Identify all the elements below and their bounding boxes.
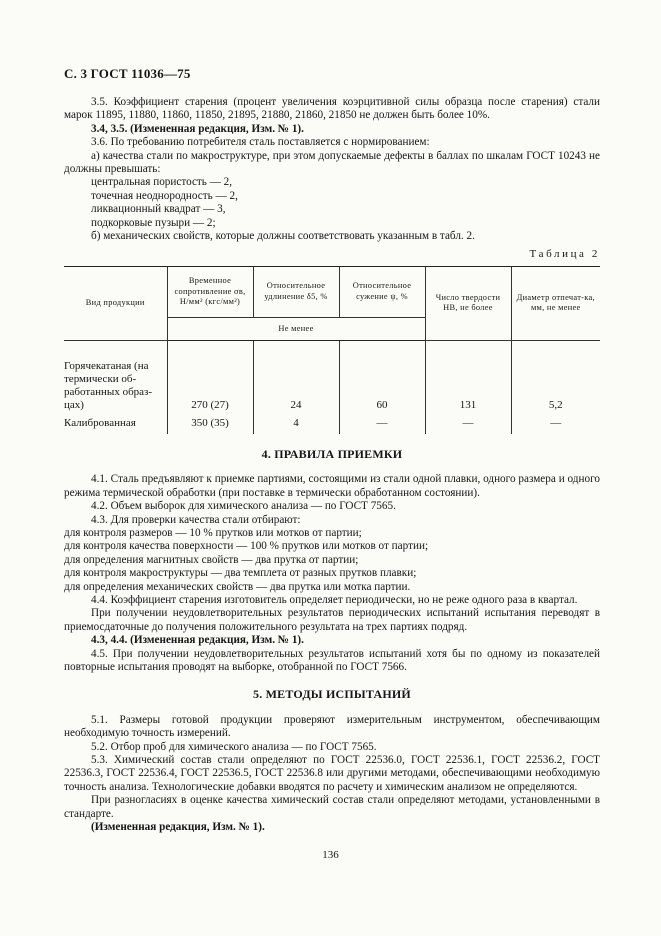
amendment-note: 3.4, 3.5. (Измененная редакция, Изм. № 1). — [91, 122, 304, 135]
paragraph-3-6: 3.6. По требованию потребителя сталь поставляется с нормированием: — [91, 136, 430, 149]
header-diameter: Диаметр отпечат-ка, мм, не менее — [511, 266, 600, 340]
check-item: для контроля размеров — 10 % прутков или мотков от партии; — [64, 526, 362, 539]
check-item: для определения магнитных свойств — два прутка от партии; — [64, 553, 359, 566]
header-min-note: Не менее — [167, 317, 425, 340]
cell-elongation: 4 — [253, 413, 339, 434]
cell-diameter: — — [511, 413, 600, 434]
header-hardness: Число твердости НВ, не более — [425, 266, 511, 340]
cell-strength: 350 (35) — [167, 413, 253, 434]
section-4-title: 4. ПРАВИЛА ПРИЕМКИ — [261, 446, 403, 461]
page-header: С. 3 ГОСТ 11036—75 — [64, 66, 191, 81]
section-5-title: 5. МЕТОДЫ ИСПЫТАНИЙ — [253, 687, 411, 702]
check-item: для контроля качества поверхности — 100 % прутков или мотков от партии; — [64, 540, 429, 553]
paragraph-4-4-b: При получении неудовлетворительных результатов периодических испытаний испытания переводят в приемосдаточные до получения положительного результата на трех партиях подряд. — [64, 607, 600, 633]
amendment-note: 4.3, 4.4. (Измененная редакция, Изм. № 1). — [91, 634, 304, 647]
table-row — [64, 413, 600, 434]
check-item: для определения механических свойств — два прутка или мотка партии. — [64, 580, 411, 593]
page-number: 136 — [322, 849, 339, 861]
cell-elongation: 24 — [253, 340, 339, 413]
header-product: Вид продукции — [64, 266, 167, 340]
check-item: для контроля макроструктуры — два темплета от разных прутков плавки; — [64, 567, 417, 580]
cell-product: Калиброванная — [64, 416, 136, 429]
cell-strength: 270 (27) — [167, 340, 253, 413]
defect-item: подкорковые пузыри — 2; — [91, 216, 216, 229]
table-caption: Таблица 2 — [529, 248, 600, 261]
header-contraction: Относительное сужение ψ, % — [339, 266, 425, 317]
paragraph-5-2: 5.2. Отбор проб для химического анализа — по ГОСТ 7565. — [91, 740, 377, 753]
paragraph-3-5: 3.5. Коэффициент старения (процент увеличения коэрцитивной силы образца после старения) стали марок 11895, 11880, 11860, 11850, 21895, 21880, 21860, 21850 не должен быть более 10%. — [64, 96, 600, 122]
table-row — [64, 340, 600, 413]
defect-item: ликвационный квадрат — 3, — [91, 203, 226, 216]
cell-hardness: — — [425, 413, 511, 434]
properties-table — [64, 266, 600, 434]
cell-diameter: 5,2 — [511, 340, 600, 413]
paragraph-5-3: 5.3. Химический состав стали определяют по ГОСТ 22536.0, ГОСТ 22536.1, ГОСТ 22536.2, ГОСТ 22536.3, ГОСТ 22536.4, ГОСТ 22536.5, ГОСТ 22536.8 или другими методами, обеспечивающими необходимую точность анализа. Технологические добавки вводятся по расчету и химическим анализом не определяются. — [64, 754, 600, 793]
header-strength: Временное сопротивление σв, Н/мм² (кгс/мм²) — [167, 266, 253, 317]
paragraph-4-2: 4.2. Объем выборок для химического анализа — по ГОСТ 7565. — [91, 500, 396, 513]
paragraph-5-1: 5.1. Размеры готовой продукции проверяют измерительным инструментом, обеспечивающим необходимую точность измерений. — [64, 713, 600, 740]
cell-hardness: 131 — [425, 340, 511, 413]
paragraph-4-4: 4.4. Коэффициент старения изготовитель определяет периодически, но не реже одного раза в квартал. — [91, 593, 578, 606]
paragraph-3-6-a: а) качества стали по макроструктуре, при этом допускаемые дефекты в баллах по шкалам ГОСТ 10243 не должны превышать: — [64, 149, 600, 176]
paragraph-4-3: 4.3. Для проверки качества стали отбирают: — [91, 513, 301, 526]
cell-product: Горячекатаная (на термически об-работанных образ-цах) — [64, 359, 153, 411]
paragraph-4-5: 4.5. При получении неудовлетворительных результатов испытаний хотя бы по одному из показателей повторные испытания проводят на выборке, отобранной по ГОСТ 7566. — [64, 647, 600, 673]
cell-contraction: 60 — [339, 340, 425, 413]
paragraph-3-6-b: б) механических свойств, которые должны соответствовать указанным в табл. 2. — [91, 230, 475, 243]
defect-item: точечная неоднородность — 2, — [91, 189, 238, 202]
defect-item: центральная пористость — 2, — [91, 176, 233, 189]
header-elongation: Относительное удлинение δ5, % — [253, 266, 339, 317]
paragraph-5-3-b: При разногласиях в оценке качества химический состав стали определяют методами, установленными в стандарте. — [64, 794, 600, 820]
amendment-note: (Измененная редакция, Изм. № 1). — [91, 821, 265, 834]
paragraph-4-1: 4.1. Сталь предъявляют к приемке партиями, состоящими из стали одной плавки, одного размера и одного режима термической обработки (при поставке в термически обработанном состоянии). — [64, 473, 600, 499]
cell-contraction: — — [339, 413, 425, 434]
section-3 — [64, 96, 600, 834]
